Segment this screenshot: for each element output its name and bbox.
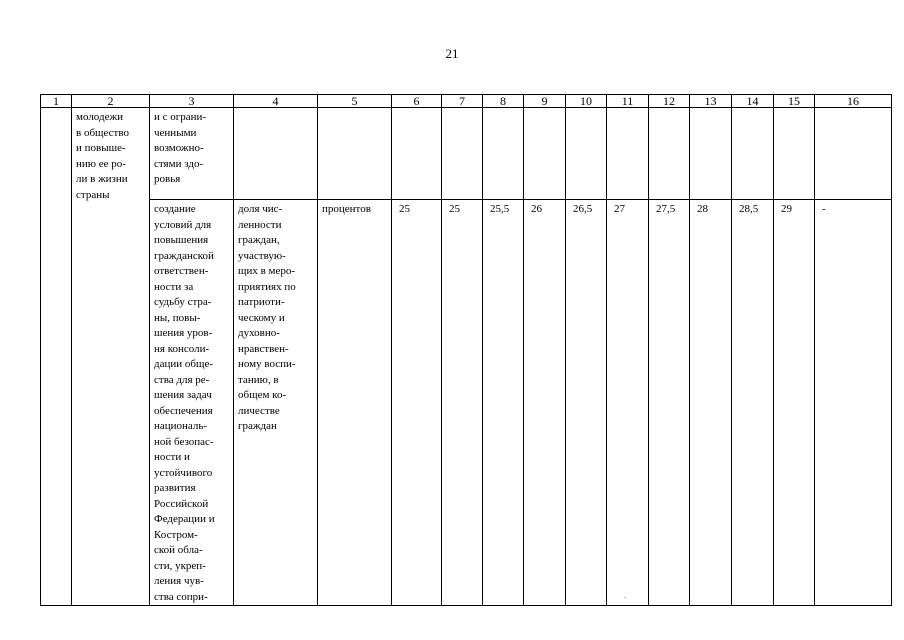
value-cell: 25,5 [483,200,524,606]
value-cell: 26 [524,200,566,606]
task-cell: и с ограни- ченными возможно- стями здо- ровья [150,108,234,200]
row-number-cell [41,108,72,606]
header-cell: 3 [150,95,234,108]
header-cell: 14 [732,95,774,108]
header-cell: 12 [649,95,690,108]
value-cell: 29 [774,200,815,606]
scan-speck [624,597,626,598]
value-cell [690,108,732,200]
header-cell: 16 [815,95,892,108]
header-cell: 10 [566,95,607,108]
value-cell [732,108,774,200]
header-cell: 13 [690,95,732,108]
header-cell: 1 [41,95,72,108]
indicator-cell: доля чис- ленности граждан, участвую- щих в меро- приятиях по патриоти- ческому и духовно- нравствен- ному воспи- танию, в общем ко- личестве граждан [234,200,318,606]
value-cell [483,108,524,200]
header-cell: 5 [318,95,392,108]
value-cell: 25 [442,200,483,606]
value-cell: 26,5 [566,200,607,606]
indicator-table [40,94,892,606]
table-row [41,200,892,606]
value-cell: 28,5 [732,200,774,606]
goal-cell: молодежи в общество и повыше- нию ее ро- ли в жизни страны [72,108,150,606]
indicator-cell [234,108,318,200]
header-cell: 4 [234,95,318,108]
value-cell: - [815,200,892,606]
unit-cell: процентов [318,200,392,606]
table-row [41,108,892,200]
value-cell [442,108,483,200]
task-cell: создание условий для повышения гражданской ответствен- ности за судьбу стра- ны, повы- шения уров- ня консоли- дации обще- ства для ре- шения задач обеспечения националь- ной безопас- ности и устойчивого развития Российской Федерации и Костром- ской обла- сти, укреп- ления чув- ства сопри- [150,200,234,606]
header-cell: 8 [483,95,524,108]
header-cell: 2 [72,95,150,108]
value-cell [566,108,607,200]
header-cell: 7 [442,95,483,108]
header-cell: 9 [524,95,566,108]
value-cell [815,108,892,200]
header-cell: 11 [607,95,649,108]
value-cell [649,108,690,200]
header-cell: 15 [774,95,815,108]
header-cell: 6 [392,95,442,108]
value-cell [392,108,442,200]
value-cell: 28 [690,200,732,606]
value-cell [524,108,566,200]
value-cell [774,108,815,200]
value-cell: 27 [607,200,649,606]
value-cell: 25 [392,200,442,606]
unit-cell [318,108,392,200]
header-row [41,95,892,108]
page-number: 21 [445,46,459,61]
value-cell: 27,5 [649,200,690,606]
value-cell [607,108,649,200]
